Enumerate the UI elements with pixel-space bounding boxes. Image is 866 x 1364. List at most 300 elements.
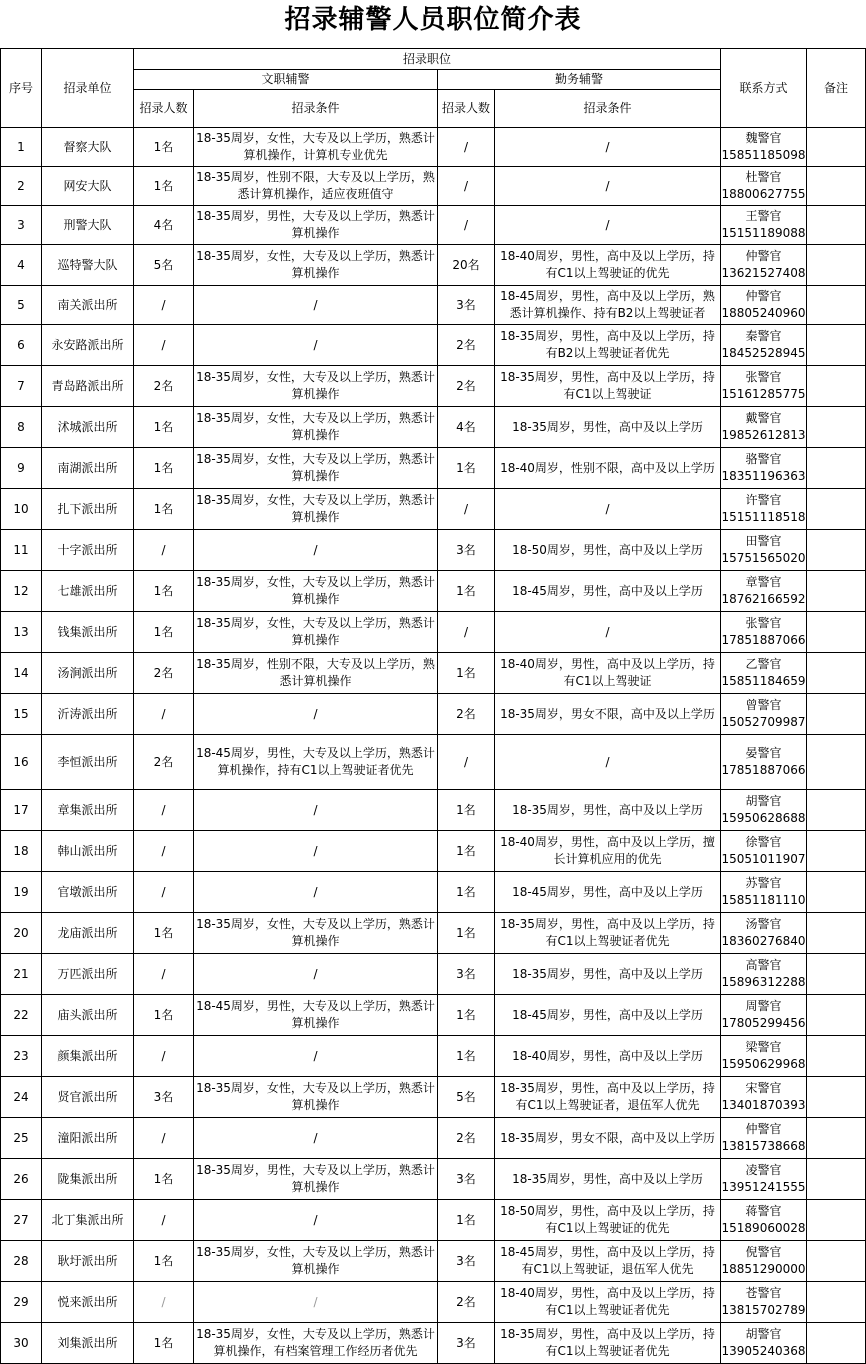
row-seq: 29 xyxy=(1,1282,42,1323)
row-service-count: / xyxy=(438,489,495,530)
row-contact xyxy=(721,1077,807,1118)
row-civil-count: 1名 xyxy=(134,913,194,954)
header-unit: 招录单位 xyxy=(42,49,134,128)
row-service-count: 20名 xyxy=(438,245,495,286)
table-row xyxy=(1,206,866,245)
row-seq: 17 xyxy=(1,790,42,831)
row-civil-count: / xyxy=(134,790,194,831)
row-service-count: 1名 xyxy=(438,653,495,694)
contact-name: 杜警官 xyxy=(745,170,782,184)
row-unit: 永安路派出所 xyxy=(42,325,134,366)
row-civil-count: 1名 xyxy=(134,571,194,612)
contact-name: 戴警官 xyxy=(745,411,782,425)
row-seq: 10 xyxy=(1,489,42,530)
row-contact xyxy=(721,831,807,872)
row-seq: 5 xyxy=(1,286,42,325)
row-service-count: 2名 xyxy=(438,1282,495,1323)
row-civil-count: 2名 xyxy=(134,735,194,790)
table-row xyxy=(1,245,866,286)
row-unit: 扎下派出所 xyxy=(42,489,134,530)
row-contact xyxy=(721,735,807,790)
row-seq: 26 xyxy=(1,1159,42,1200)
header-civil: 文职辅警 xyxy=(134,70,438,90)
contact-phone: 13621527408 xyxy=(721,266,806,280)
row-civil-conditions: 18-35周岁，女性，大专及以上学历，熟悉计算机操作 xyxy=(194,1077,438,1118)
row-service-count: 1名 xyxy=(438,790,495,831)
row-service-count: 1名 xyxy=(438,913,495,954)
row-remark xyxy=(807,995,866,1036)
row-seq: 16 xyxy=(1,735,42,790)
row-service-conditions: 18-40周岁，男性，高中及以上学历，持有C1以上驾驶证的优先 xyxy=(495,245,721,286)
row-unit: 南关派出所 xyxy=(42,286,134,325)
row-civil-count: 1名 xyxy=(134,1323,194,1364)
row-civil-conditions: / xyxy=(194,790,438,831)
row-civil-conditions: 18-35周岁，男性，大专及以上学历，熟悉计算机操作 xyxy=(194,206,438,245)
table-row xyxy=(1,872,866,913)
row-remark xyxy=(807,167,866,206)
table-row xyxy=(1,694,866,735)
row-civil-count: / xyxy=(134,286,194,325)
row-remark xyxy=(807,1323,866,1364)
row-contact xyxy=(721,612,807,653)
row-civil-count: / xyxy=(134,1200,194,1241)
row-remark xyxy=(807,913,866,954)
row-remark xyxy=(807,1036,866,1077)
row-remark xyxy=(807,366,866,407)
row-contact xyxy=(721,1159,807,1200)
row-remark xyxy=(807,1077,866,1118)
row-civil-count: 1名 xyxy=(134,489,194,530)
table-row xyxy=(1,1159,866,1200)
row-remark xyxy=(807,954,866,995)
row-seq: 19 xyxy=(1,872,42,913)
contact-phone: 15161285775 xyxy=(721,387,806,401)
row-seq: 2 xyxy=(1,167,42,206)
recruitment-table xyxy=(0,48,866,1364)
row-service-count: / xyxy=(438,735,495,790)
row-service-conditions: / xyxy=(495,128,721,167)
row-unit: 贤官派出所 xyxy=(42,1077,134,1118)
contact-phone: 15751565020 xyxy=(721,551,806,565)
row-civil-count: 1名 xyxy=(134,167,194,206)
row-civil-conditions: / xyxy=(194,831,438,872)
table-row xyxy=(1,995,866,1036)
contact-name: 凌警官 xyxy=(745,1163,782,1177)
row-service-count: 1名 xyxy=(438,995,495,1036)
row-service-count: 3名 xyxy=(438,1159,495,1200)
header-service-conditions: 招录条件 xyxy=(495,90,721,128)
row-civil-conditions: 18-35周岁，女性，大专及以上学历，熟悉计算机操作 xyxy=(194,913,438,954)
row-contact xyxy=(721,206,807,245)
contact-phone: 15189060028 xyxy=(721,1221,806,1235)
row-civil-count: / xyxy=(134,1282,194,1323)
row-remark xyxy=(807,489,866,530)
header-positions: 招录职位 xyxy=(134,49,721,70)
row-service-count: / xyxy=(438,612,495,653)
contact-name: 田警官 xyxy=(745,534,782,548)
row-unit: 章集派出所 xyxy=(42,790,134,831)
row-remark xyxy=(807,1159,866,1200)
row-contact xyxy=(721,530,807,571)
contact-name: 晏警官 xyxy=(745,746,782,760)
row-service-conditions: 18-45周岁，男性，高中及以上学历，持有C1以上驾驶证，退伍军人优先 xyxy=(495,1241,721,1282)
row-unit: 刑警大队 xyxy=(42,206,134,245)
table-row xyxy=(1,653,866,694)
contact-name: 苍警官 xyxy=(745,1286,782,1300)
row-unit: 督察大队 xyxy=(42,128,134,167)
row-civil-conditions: 18-35周岁，女性，大专及以上学历，熟悉计算机操作 xyxy=(194,571,438,612)
contact-phone: 18800627755 xyxy=(721,187,806,201)
row-unit: 颜集派出所 xyxy=(42,1036,134,1077)
row-civil-count: 3名 xyxy=(134,1077,194,1118)
row-civil-count: / xyxy=(134,530,194,571)
row-service-conditions: 18-40周岁，男性，高中及以上学历，持有C1以上驾驶证 xyxy=(495,653,721,694)
contact-phone: 18805240960 xyxy=(721,306,806,320)
row-seq: 9 xyxy=(1,448,42,489)
row-seq: 6 xyxy=(1,325,42,366)
row-service-count: 1名 xyxy=(438,1036,495,1077)
row-civil-conditions: / xyxy=(194,286,438,325)
contact-phone: 13951241555 xyxy=(721,1180,806,1194)
contact-name: 胡警官 xyxy=(745,1327,782,1341)
table-row xyxy=(1,571,866,612)
row-seq: 21 xyxy=(1,954,42,995)
row-unit: 汤涧派出所 xyxy=(42,653,134,694)
row-seq: 4 xyxy=(1,245,42,286)
row-civil-count: / xyxy=(134,872,194,913)
row-civil-count: / xyxy=(134,954,194,995)
row-service-conditions: 18-40周岁，性别不限，高中及以上学历 xyxy=(495,448,721,489)
row-service-conditions: 18-40周岁，男性，高中及以上学历，持有C1以上驾驶证者优先 xyxy=(495,1282,721,1323)
row-civil-conditions: / xyxy=(194,1118,438,1159)
contact-name: 秦警官 xyxy=(745,329,782,343)
contact-name: 王警官 xyxy=(745,209,782,223)
contact-name: 骆警官 xyxy=(745,452,782,466)
row-contact xyxy=(721,366,807,407)
row-remark xyxy=(807,448,866,489)
header-service: 勤务辅警 xyxy=(438,70,721,90)
row-service-conditions: 18-35周岁，男女不限，高中及以上学历 xyxy=(495,1118,721,1159)
row-civil-conditions: 18-35周岁，性别不限，大专及以上学历，熟悉计算机操作，适应夜班值守 xyxy=(194,167,438,206)
contact-phone: 15051011907 xyxy=(721,852,806,866)
row-contact xyxy=(721,1118,807,1159)
row-civil-conditions: 18-35周岁，女性，大专及以上学历，熟悉计算机操作 xyxy=(194,1241,438,1282)
row-contact xyxy=(721,128,807,167)
row-unit: 李恒派出所 xyxy=(42,735,134,790)
row-civil-count: 1名 xyxy=(134,1159,194,1200)
row-civil-conditions: 18-35周岁，女性，大专及以上学历，熟悉计算机操作，计算机专业优先 xyxy=(194,128,438,167)
contact-name: 倪警官 xyxy=(745,1245,782,1259)
row-civil-count: 1名 xyxy=(134,128,194,167)
table-row xyxy=(1,954,866,995)
contact-phone: 17851887066 xyxy=(721,763,806,777)
row-service-count: 3名 xyxy=(438,286,495,325)
header-civil-count: 招录人数 xyxy=(134,90,194,128)
table-row xyxy=(1,1036,866,1077)
row-service-conditions: 18-35周岁，男性，高中及以上学历，持有C1以上驾驶证 xyxy=(495,366,721,407)
header-service-count: 招录人数 xyxy=(438,90,495,128)
row-remark xyxy=(807,735,866,790)
table-row xyxy=(1,831,866,872)
row-contact xyxy=(721,1241,807,1282)
contact-phone: 18452528945 xyxy=(721,346,806,360)
row-civil-conditions: / xyxy=(194,954,438,995)
row-service-conditions: 18-50周岁，男性，高中及以上学历 xyxy=(495,530,721,571)
contact-name: 仲警官 xyxy=(745,289,782,303)
row-unit: 十字派出所 xyxy=(42,530,134,571)
contact-name: 张警官 xyxy=(745,616,782,630)
table-row xyxy=(1,489,866,530)
row-unit: 龙庙派出所 xyxy=(42,913,134,954)
row-contact xyxy=(721,245,807,286)
table-row xyxy=(1,735,866,790)
row-remark xyxy=(807,790,866,831)
row-civil-count: / xyxy=(134,831,194,872)
row-civil-count: 1名 xyxy=(134,995,194,1036)
header-contact: 联系方式 xyxy=(721,49,807,128)
table-row xyxy=(1,128,866,167)
contact-name: 徐警官 xyxy=(745,835,782,849)
row-civil-conditions: / xyxy=(194,872,438,913)
row-remark xyxy=(807,1282,866,1323)
row-remark xyxy=(807,872,866,913)
row-service-count: 1名 xyxy=(438,571,495,612)
row-unit: 耿圩派出所 xyxy=(42,1241,134,1282)
page-title: 招录辅警人员职位简介表 xyxy=(284,5,582,35)
row-remark xyxy=(807,1200,866,1241)
row-contact xyxy=(721,790,807,831)
row-service-count: 3名 xyxy=(438,954,495,995)
row-unit: 沂涛派出所 xyxy=(42,694,134,735)
row-service-conditions: 18-45周岁，男性，高中及以上学历 xyxy=(495,571,721,612)
row-civil-count: / xyxy=(134,1036,194,1077)
row-service-count: / xyxy=(438,206,495,245)
row-seq: 12 xyxy=(1,571,42,612)
row-civil-conditions: / xyxy=(194,1282,438,1323)
row-civil-count: 2名 xyxy=(134,653,194,694)
row-contact xyxy=(721,913,807,954)
row-seq: 11 xyxy=(1,530,42,571)
row-contact xyxy=(721,571,807,612)
row-contact xyxy=(721,694,807,735)
table-row xyxy=(1,1323,866,1364)
table-row xyxy=(1,448,866,489)
row-service-conditions: 18-35周岁，男性，高中及以上学历，持有C1以上驾驶证者优先 xyxy=(495,913,721,954)
row-contact xyxy=(721,872,807,913)
row-civil-count: / xyxy=(134,325,194,366)
row-unit: 韩山派出所 xyxy=(42,831,134,872)
row-civil-conditions: 18-35周岁，女性，大专及以上学历，熟悉计算机操作 xyxy=(194,489,438,530)
row-unit: 庙头派出所 xyxy=(42,995,134,1036)
row-unit: 七雄派出所 xyxy=(42,571,134,612)
row-service-conditions: 18-35周岁，男女不限，高中及以上学历 xyxy=(495,694,721,735)
row-service-conditions: 18-45周岁，男性，高中及以上学历 xyxy=(495,872,721,913)
row-civil-conditions: / xyxy=(194,1200,438,1241)
row-seq: 20 xyxy=(1,913,42,954)
row-contact xyxy=(721,167,807,206)
row-service-conditions: 18-35周岁，男性，高中及以上学历，持有C1以上驾驶证者优先 xyxy=(495,1323,721,1364)
row-service-conditions: 18-35周岁，男性，高中及以上学历 xyxy=(495,407,721,448)
row-remark xyxy=(807,653,866,694)
row-seq: 1 xyxy=(1,128,42,167)
contact-phone: 18851290000 xyxy=(721,1262,806,1276)
row-civil-conditions: / xyxy=(194,1036,438,1077)
row-civil-conditions: / xyxy=(194,325,438,366)
table-row xyxy=(1,1282,866,1323)
row-unit: 巡特警大队 xyxy=(42,245,134,286)
contact-phone: 15950629968 xyxy=(721,1057,806,1071)
table-body xyxy=(1,128,866,1364)
contact-phone: 17851887066 xyxy=(721,633,806,647)
row-unit: 网安大队 xyxy=(42,167,134,206)
row-seq: 28 xyxy=(1,1241,42,1282)
row-service-conditions: / xyxy=(495,206,721,245)
contact-phone: 13401870393 xyxy=(721,1098,806,1112)
row-civil-count: 2名 xyxy=(134,366,194,407)
contact-name: 许警官 xyxy=(745,493,782,507)
row-remark xyxy=(807,831,866,872)
table-row xyxy=(1,286,866,325)
contact-phone: 13815738668 xyxy=(721,1139,806,1153)
contact-name: 仲警官 xyxy=(745,249,782,263)
row-contact xyxy=(721,448,807,489)
row-remark xyxy=(807,325,866,366)
contact-phone: 15950628688 xyxy=(721,811,806,825)
row-service-conditions: / xyxy=(495,167,721,206)
table-row xyxy=(1,407,866,448)
row-remark xyxy=(807,1241,866,1282)
row-civil-conditions: 18-35周岁，女性，大专及以上学历，熟悉计算机操作 xyxy=(194,407,438,448)
row-unit: 钱集派出所 xyxy=(42,612,134,653)
row-service-count: 2名 xyxy=(438,366,495,407)
row-civil-conditions: / xyxy=(194,530,438,571)
row-seq: 18 xyxy=(1,831,42,872)
row-contact xyxy=(721,286,807,325)
contact-name: 蒋警官 xyxy=(745,1204,782,1218)
row-remark xyxy=(807,407,866,448)
row-remark xyxy=(807,206,866,245)
row-service-count: 2名 xyxy=(438,325,495,366)
row-civil-count: 4名 xyxy=(134,206,194,245)
table-row xyxy=(1,790,866,831)
row-unit: 万匹派出所 xyxy=(42,954,134,995)
table-row xyxy=(1,325,866,366)
row-seq: 13 xyxy=(1,612,42,653)
contact-phone: 15151118518 xyxy=(721,510,806,524)
table-row xyxy=(1,612,866,653)
row-seq: 3 xyxy=(1,206,42,245)
row-seq: 7 xyxy=(1,366,42,407)
contact-phone: 15851185098 xyxy=(721,148,806,162)
table-row xyxy=(1,366,866,407)
contact-name: 周警官 xyxy=(745,999,782,1013)
contact-phone: 15896312288 xyxy=(721,975,806,989)
row-civil-conditions: 18-45周岁，男性，大专及以上学历，熟悉计算机操作 xyxy=(194,995,438,1036)
table-row xyxy=(1,530,866,571)
row-service-count: / xyxy=(438,167,495,206)
row-civil-count: 1名 xyxy=(134,1241,194,1282)
row-seq: 27 xyxy=(1,1200,42,1241)
contact-phone: 18351196363 xyxy=(721,469,806,483)
row-service-conditions: 18-50周岁，男性，高中及以上学历，持有C1以上驾驶证的优先 xyxy=(495,1200,721,1241)
contact-name: 高警官 xyxy=(745,958,782,972)
contact-phone: 13815702789 xyxy=(721,1303,806,1317)
row-civil-conditions: 18-45周岁，男性，大专及以上学历，熟悉计算机操作，持有C1以上驾驶证者优先 xyxy=(194,735,438,790)
row-remark xyxy=(807,245,866,286)
contact-phone: 17805299456 xyxy=(721,1016,806,1030)
contact-phone: 15151189088 xyxy=(721,226,806,240)
row-civil-conditions: 18-35周岁，男性，大专及以上学历，熟悉计算机操作 xyxy=(194,1159,438,1200)
contact-phone: 13905240368 xyxy=(721,1344,806,1358)
row-service-conditions: 18-45周岁，男性，高中及以上学历 xyxy=(495,995,721,1036)
row-remark xyxy=(807,571,866,612)
row-contact xyxy=(721,407,807,448)
row-seq: 8 xyxy=(1,407,42,448)
row-contact xyxy=(721,1323,807,1364)
row-remark xyxy=(807,1118,866,1159)
row-seq: 14 xyxy=(1,653,42,694)
row-contact xyxy=(721,1282,807,1323)
row-seq: 23 xyxy=(1,1036,42,1077)
contact-name: 宋警官 xyxy=(745,1081,782,1095)
table-row xyxy=(1,1077,866,1118)
row-civil-count: 1名 xyxy=(134,407,194,448)
row-service-conditions: 18-35周岁，男性，高中及以上学历 xyxy=(495,790,721,831)
row-civil-count: 5名 xyxy=(134,245,194,286)
contact-name: 梁警官 xyxy=(745,1040,782,1054)
row-unit: 刘集派出所 xyxy=(42,1323,134,1364)
row-contact xyxy=(721,325,807,366)
row-service-conditions: 18-35周岁，男性，高中及以上学历，持有B2以上驾驶证者优先 xyxy=(495,325,721,366)
table-row xyxy=(1,167,866,206)
row-service-conditions: 18-40周岁，男性，高中及以上学历 xyxy=(495,1036,721,1077)
row-service-count: 5名 xyxy=(438,1077,495,1118)
header-civil-conditions: 招录条件 xyxy=(194,90,438,128)
row-unit: 悦来派出所 xyxy=(42,1282,134,1323)
row-service-conditions: 18-35周岁，男性，高中及以上学历 xyxy=(495,954,721,995)
header-seq: 序号 xyxy=(1,49,42,128)
row-service-count: 4名 xyxy=(438,407,495,448)
row-service-conditions: 18-35周岁，男性，高中及以上学历，持有C1以上驾驶证者，退伍军人优先 xyxy=(495,1077,721,1118)
row-service-count: 2名 xyxy=(438,1118,495,1159)
row-unit: 北丁集派出所 xyxy=(42,1200,134,1241)
contact-name: 苏警官 xyxy=(745,876,782,890)
row-service-conditions: / xyxy=(495,489,721,530)
contact-name: 仲警官 xyxy=(745,1122,782,1136)
row-civil-count: / xyxy=(134,694,194,735)
row-service-conditions: / xyxy=(495,735,721,790)
row-remark xyxy=(807,530,866,571)
row-service-count: 1名 xyxy=(438,831,495,872)
contact-name: 曾警官 xyxy=(745,698,782,712)
row-service-count: 3名 xyxy=(438,530,495,571)
row-civil-conditions: 18-35周岁，女性，大专及以上学历，熟悉计算机操作 xyxy=(194,448,438,489)
row-remark xyxy=(807,612,866,653)
row-unit: 南湖派出所 xyxy=(42,448,134,489)
contact-name: 汤警官 xyxy=(745,917,782,931)
contact-phone: 18762166592 xyxy=(721,592,806,606)
row-unit: 官墩派出所 xyxy=(42,872,134,913)
table-row xyxy=(1,1241,866,1282)
row-contact xyxy=(721,1200,807,1241)
row-service-count: 1名 xyxy=(438,1200,495,1241)
header-remarks: 备注 xyxy=(807,49,866,128)
row-service-conditions: / xyxy=(495,612,721,653)
contact-name: 胡警官 xyxy=(745,794,782,808)
row-contact xyxy=(721,489,807,530)
row-civil-conditions: 18-35周岁，女性，大专及以上学历，熟悉计算机操作 xyxy=(194,612,438,653)
contact-phone: 15052709987 xyxy=(721,715,806,729)
